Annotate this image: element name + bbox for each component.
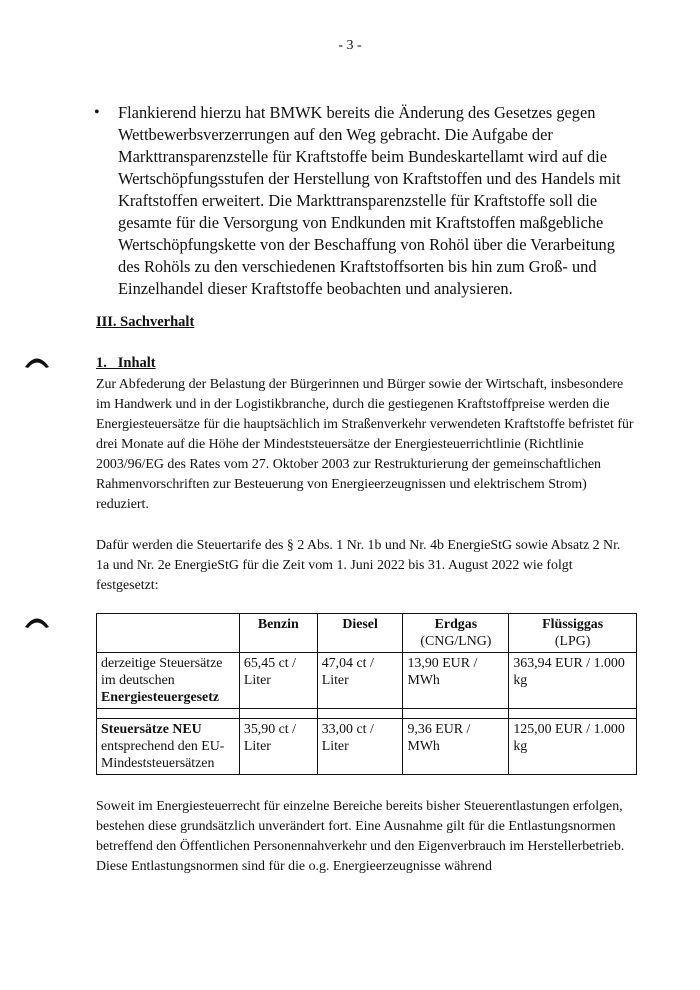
margin-mark-icon bbox=[22, 352, 52, 370]
page-number: - 3 - bbox=[338, 38, 362, 53]
bullet-text: Flankierend hierzu hat BMWK bereits die Änderung des Gesetzes gegen Wettbewerbsverzerrungen auf den Weg gebracht. Die Aufgabe der Markttransparenzstelle für Kraftstoffe beim Bundeskartellamt wird auf die Wertschöpfungsstufen der Herstellung von Kraftstoffen und des Handels mit Kraftstoffen erweitert. Die Markttransparenzstelle für Kraftstoffe soll die gesamte für die Versorgung von Endkunden mit Kraftstoffen maßgebliche Wertschöpfungskette von der Beschaffung von Rohöl über die Verarbeitung des Rohöls zu den verschiedenen Kraftstoffsorten bis hin zum Groß- und Einzelhandel dieser Kraftstoffe beobachten und analysieren. bbox=[118, 103, 621, 298]
row-label-bold: Steuersätze NEU bbox=[101, 722, 202, 737]
table-row bbox=[97, 719, 637, 775]
margin-mark-icon bbox=[22, 612, 52, 630]
row-label-text: entsprechend den EU-Mindeststeuersätzen bbox=[101, 739, 225, 771]
cell-fluessiggas: 363,94 EUR / 1.000 kg bbox=[509, 653, 637, 709]
table-header-cell bbox=[509, 614, 637, 653]
cell-erdgas: 13,90 EUR / MWh bbox=[403, 653, 509, 709]
section-heading: III. Sachverhalt bbox=[96, 314, 195, 330]
cell-diesel: 33,00 ct / Liter bbox=[317, 719, 403, 775]
bullet-list-item bbox=[96, 102, 636, 300]
header-erdgas-sub: (CNG/LNG) bbox=[420, 634, 492, 649]
table-header-cell bbox=[239, 614, 317, 653]
header-fluessiggas: Flüssiggas bbox=[542, 617, 604, 632]
row-label-bold: Energiesteuergesetz bbox=[101, 690, 220, 705]
table-header-empty bbox=[97, 614, 240, 653]
row-label bbox=[97, 719, 240, 775]
table-header-row bbox=[97, 614, 637, 653]
header-erdgas: Erdgas bbox=[434, 617, 478, 632]
paragraph-inhalt: Zur Abfederung der Belastung der Bürgerinnen und Bürger sowie der Wirtschaft, insbesondere im Handwerk und in der Logistikbranche, durch die gestiegenen Kraftstoffpreise werden die Energiesteuersätze für die hauptsächlich im Straßenverkehr verwendeten Kraftstoffe befristet für drei Monate auf die Höhe der Mindeststeuersätze der Energiesteuerrichtlinie (Richtlinie 2003/96/EG des Rates vom 27. Oktober 2003 zur Restrukturierung der gemeinschaftlichen Rahmenvorschriften zur Besteuerung von Energieerzeugnissen und elektrischem Strom) reduziert. bbox=[96, 377, 634, 512]
paragraph-entlastungen: Soweit im Energiesteuerrecht für einzelne Bereiche bereits bisher Steuerentlastungen erfolgen, bestehen diese grundsätzlich unverändert fort. Eine Ausnahme gilt für die Entlastungsnormen betreffend den Öffentlichen Personennahverkehr und den Eigenverbrauch im Herstellerbetrieb. Diese Entlastungsnormen sind für die o.g. Energieerzeugnisse während bbox=[96, 799, 625, 874]
row-label-text: derzeitige Steuersätze im deutschen bbox=[101, 656, 223, 688]
paragraph-steuertarife: Dafür werden die Steuertarife des § 2 Abs. 1 Nr. 1b und Nr. 4b EnergieStG sowie Absatz 2 Nr. 1a und Nr. 2e EnergieStG für die Zeit vom 1. Juni 2022 bis 31. August 2022 wie folgt festgesetzt: bbox=[96, 538, 621, 593]
table-spacer-row bbox=[97, 709, 637, 719]
bullet-icon: • bbox=[94, 104, 100, 121]
cell-erdgas: 9,36 EUR / MWh bbox=[403, 719, 509, 775]
tax-rates-table bbox=[96, 613, 637, 775]
row-label bbox=[97, 653, 240, 709]
table-header-cell bbox=[403, 614, 509, 653]
cell-benzin: 65,45 ct / Liter bbox=[239, 653, 317, 709]
table-row bbox=[97, 653, 637, 709]
header-diesel: Diesel bbox=[342, 617, 378, 632]
header-benzin: Benzin bbox=[257, 617, 299, 632]
cell-benzin: 35,90 ct / Liter bbox=[239, 719, 317, 775]
sub-heading: 1. Inhalt bbox=[96, 355, 156, 371]
table-header-cell bbox=[317, 614, 403, 653]
cell-diesel: 47,04 ct / Liter bbox=[317, 653, 403, 709]
cell-fluessiggas: 125,00 EUR / 1.000 kg bbox=[509, 719, 637, 775]
header-fluessiggas-sub: (LPG) bbox=[554, 634, 591, 649]
